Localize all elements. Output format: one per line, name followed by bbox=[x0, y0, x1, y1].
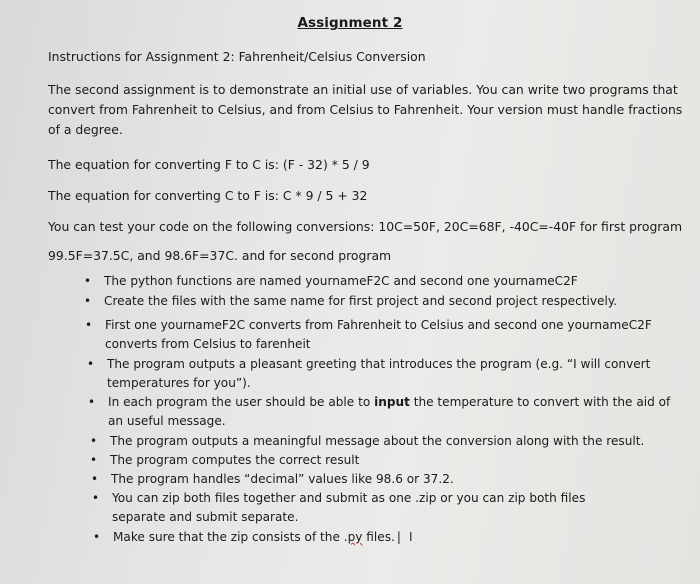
list-item bbox=[88, 393, 674, 430]
bullet-icon: • bbox=[84, 274, 92, 288]
list-item bbox=[87, 355, 652, 392]
ibeam-cursor-icon: I bbox=[408, 530, 413, 544]
list-item bbox=[92, 489, 637, 526]
list-item-text: The program outputs a meaningful message about the conversion along with the result. bbox=[110, 434, 645, 448]
bullet-icon: • bbox=[87, 357, 95, 371]
misspelled-word-py: py bbox=[347, 530, 363, 544]
page-title: Assignment 2 bbox=[297, 15, 403, 31]
list-item bbox=[84, 292, 664, 311]
bullet-icon: • bbox=[91, 472, 99, 486]
list-item bbox=[90, 432, 670, 451]
list-item bbox=[90, 451, 670, 470]
list-item-text-start: Make sure that the zip consists of the . bbox=[113, 530, 348, 544]
test-conversions-line-1: You can test your code on the following conversions: 10C=50F, 20C=68F, -40C=-40F for first program bbox=[48, 219, 683, 234]
bullet-icon: • bbox=[88, 395, 96, 409]
instructions-heading: Instructions for Assignment 2: Fahrenheit/Celsius Conversion bbox=[48, 49, 426, 64]
list-item-text-start: In each program the user should be able to bbox=[108, 395, 375, 409]
list-item-text: First one yournameF2C converts from Fahrenheit to Celsius and second one yournameC2F converts from Celsius to farenheit bbox=[105, 318, 652, 351]
text-caret: | bbox=[396, 530, 401, 544]
bullet-icon: • bbox=[92, 491, 100, 505]
intro-paragraph: The second assignment is to demonstrate an initial use of variables. You can write two programs that convert from Fahrenheit to Celsius, and from Celsius to Fahrenheit. Your version must handle fractions of a degree. bbox=[48, 82, 683, 137]
bullet-icon: • bbox=[84, 294, 92, 308]
list-item-bold-input: input bbox=[374, 395, 410, 409]
list-item-text: The program handles “decimal” values like 98.6 or 37.2. bbox=[111, 472, 454, 486]
list-item-text-end: files. bbox=[362, 530, 395, 544]
list-item-text: The program computes the correct result bbox=[110, 453, 360, 467]
equation-f-to-c: The equation for converting F to C is: (F - 32) * 5 / 9 bbox=[48, 157, 370, 172]
list-item-text: You can zip both files together and submit as one .zip or you can zip both files separate and submit separate. bbox=[112, 491, 586, 524]
test-conversions-line-2: 99.5F=37.5C, and 98.6F=37C. and for second program bbox=[48, 248, 392, 263]
bullet-icon: • bbox=[93, 530, 101, 544]
bullet-icon: • bbox=[85, 318, 93, 332]
list-item-text: The python functions are named yournameF2C and second one yournameC2F bbox=[104, 274, 578, 288]
list-item bbox=[91, 470, 671, 489]
list-item-text: The program outputs a pleasant greeting that introduces the program (e.g. “I will convert temperatures for you”). bbox=[107, 357, 651, 390]
list-item bbox=[85, 316, 660, 353]
list-item bbox=[84, 272, 664, 291]
bullet-icon: • bbox=[90, 453, 98, 467]
list-item-text-end: the temperature to convert with the aid of an useful message. bbox=[108, 395, 671, 428]
bullet-icon: • bbox=[90, 434, 98, 448]
list-item bbox=[93, 528, 653, 547]
equation-c-to-f: The equation for converting C to F is: C * 9 / 5 + 32 bbox=[48, 188, 368, 203]
list-item-text: Create the files with the same name for first project and second project respectively. bbox=[104, 294, 618, 308]
